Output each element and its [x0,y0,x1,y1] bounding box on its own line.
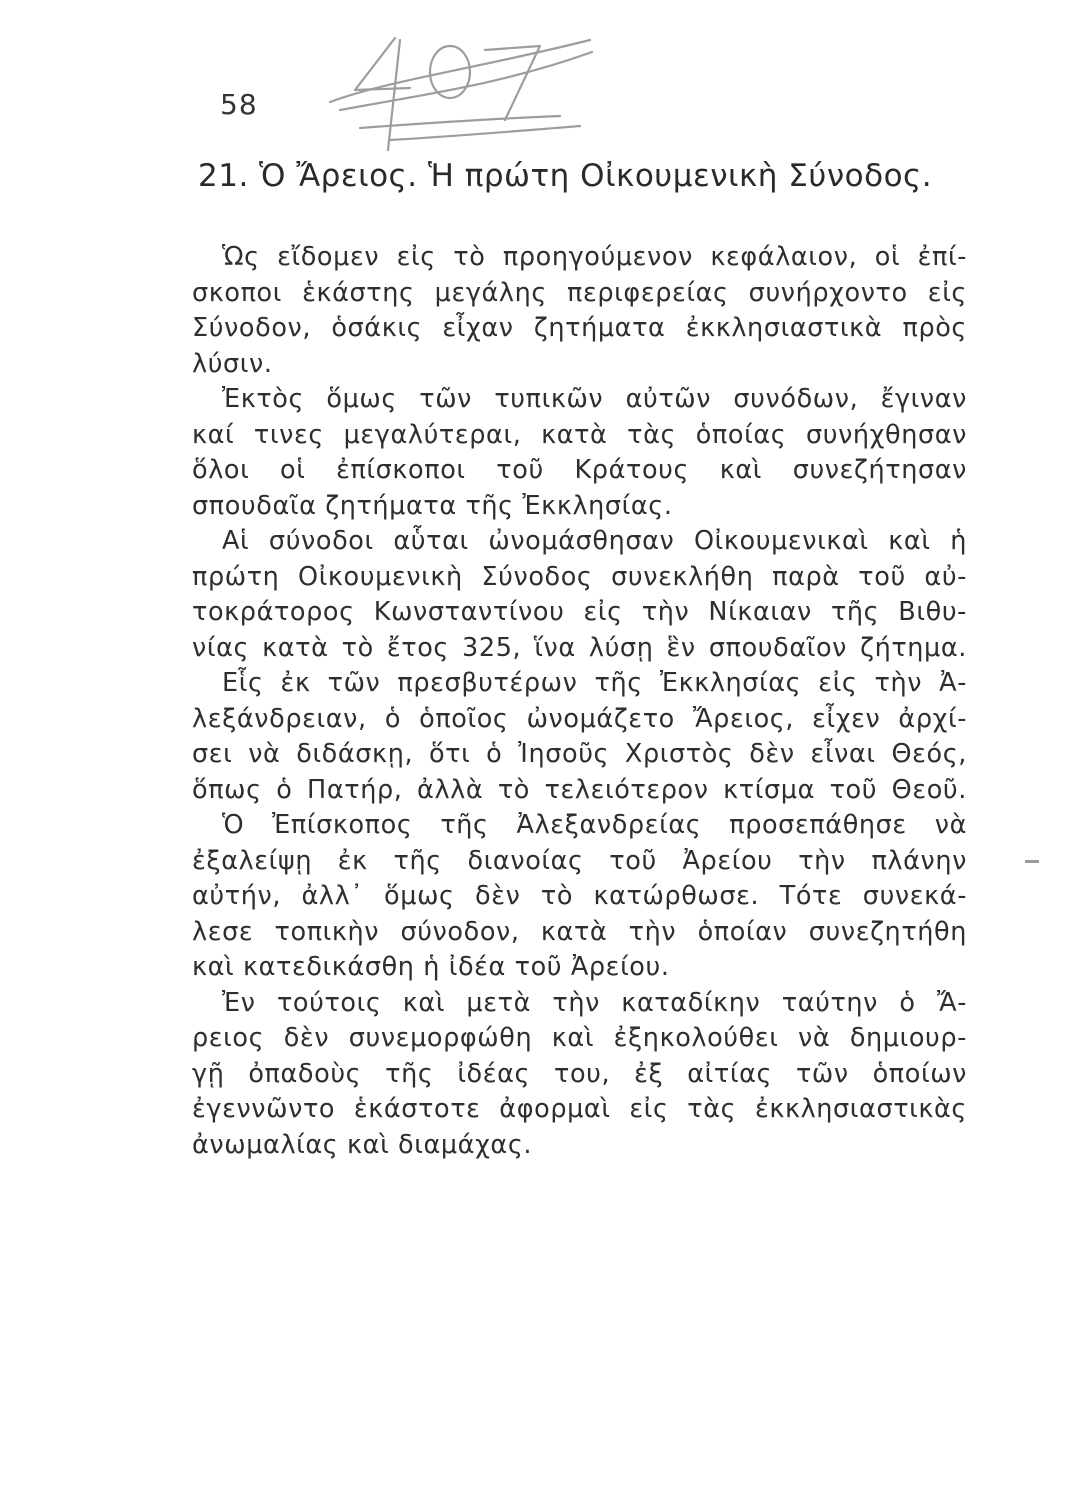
text-line: καί τινες μεγαλύτεραι, κατὰ τὰς ὁποίας συνήχθησαν [192,419,967,450]
chapter-heading [198,158,932,194]
text-line: Ὁ Ἐπίσκοπος τῆς Ἀλεξανδρείας προσεπάθησε νὰ [222,810,967,840]
text-line: ὅπως ὁ Πατήρ, ἀλλὰ τὸ τελειότερον κτίσμα τοῦ Θεοῦ. [192,774,967,805]
text-line: γῇ ὀπαδοὺς τῆς ἰδέας του, ἐξ αἰτίας τῶν ὁποίων [192,1058,967,1089]
text-line: ὅλοι οἱ ἐπίσκοποι τοῦ Κράτους καὶ συνεζήτησαν [192,455,967,485]
text-line: αὐτήν, ἀλλ᾿ ὅμως δὲν τὸ κατώρθωσε. Τότε συνεκά- [192,881,967,911]
text-line: σει νὰ διδάσκῃ, ὅτι ὁ Ἰησοῦς Χριστὸς δὲν εἶναι Θεός, [192,739,967,769]
text-line: Αἱ σύνοδοι αὗται ὠνομάσθησαν Οἰκουμενικαὶ καὶ ἡ [222,526,967,556]
text-line: Ἐν τούτοις καὶ μετὰ τὴν καταδίκην ταύτην ὁ Ἄ- [222,987,967,1018]
body-text [192,240,967,1163]
handwritten-page-annotation [300,10,600,160]
text-line: λύσιν. [192,348,273,379]
text-line: νίας κατὰ τὸ ἔτος 325, ἵνα λύσῃ ἓν σπουδαῖον ζήτημα. [192,632,967,663]
text-line: καὶ κατεδικάσθη ἡ ἰδέα τοῦ Ἀρείου. [192,952,670,982]
text-line: Σύνοδον, ὁσάκις εἶχαν ζητήματα ἐκκλησιαστικὰ πρὸς [192,313,967,343]
text-line: λεξάνδρειαν, ὁ ὁποῖος ὠνομάζετο Ἄρειος, εἶχεν ἀρχί- [192,703,967,734]
text-line: ἀνωμαλίας καὶ διαμάχας. [192,1129,533,1160]
text-line: ἐξαλείψῃ ἐκ τῆς διανοίας τοῦ Ἀρείου τὴν πλάνην [192,845,967,876]
text-line: Ὡς εἴδομεν εἰς τὸ προηγούμενον κεφάλαιον, οἱ ἐπί- [222,242,967,272]
chapter-title: Ὁ Ἄρειος. Ἡ πρώτη Οἰκουμενικὴ Σύνοδος. [259,158,933,194]
text-line: ἐγεννῶντο ἑκάστοτε ἀφορμαὶ εἰς τὰς ἐκκλησιαστικὰς [192,1094,967,1124]
chapter-number: 21. [198,158,249,194]
text-line: σπουδαῖα ζητήματα τῆς Ἐκκλησίας. [192,490,673,521]
text-line: Ἐκτὸς ὅμως τῶν τυπικῶν αὐτῶν συνόδων, ἔγιναν [222,384,967,414]
text-line: σκοποι ἑκάστης μεγάλης περιφερείας συνήρχοντο εἰς [192,277,967,308]
scan-mark [1025,860,1039,863]
text-line: ρειος δὲν συνεμορφώθη καὶ ἐξηκολούθει νὰ δημιουρ- [192,1023,967,1053]
text-line: λεσε τοπικὴν σύνοδον, κατὰ τὴν ὁποίαν συνεζητήθη [192,916,967,947]
page-number: 58 [220,88,258,121]
text-line: τοκράτορος Κωνσταντίνου εἰς τὴν Νίκαιαν τῆς Βιθυ- [192,597,967,627]
text-line: πρώτη Οἰκουμενικὴ Σύνοδος συνεκλήθη παρὰ τοῦ αὐ- [192,561,967,592]
text-line: Εἷς ἐκ τῶν πρεσβυτέρων τῆς Ἐκκλησίας εἰς τὴν Ἀ- [222,668,967,698]
